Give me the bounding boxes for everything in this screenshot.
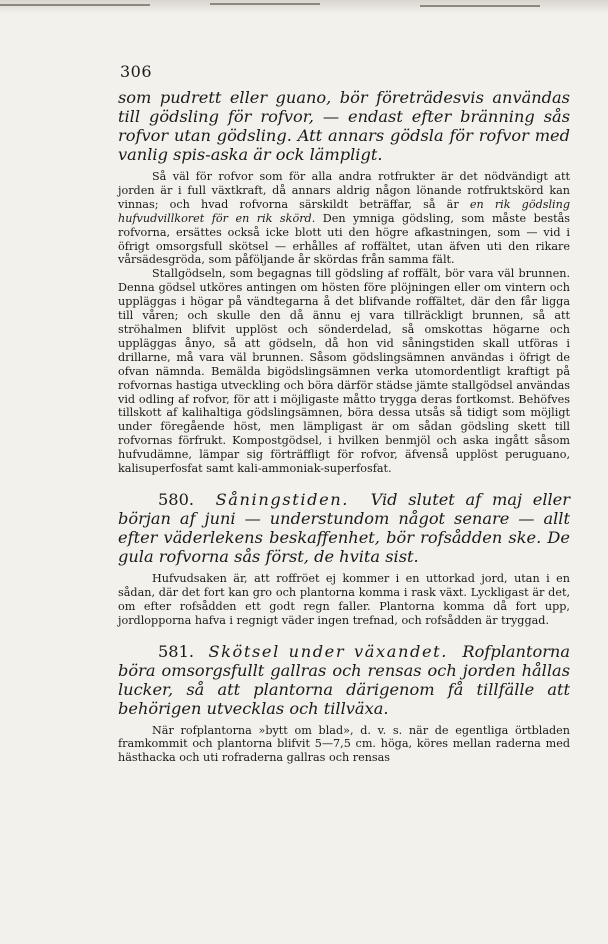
body-paragraph: Hufvudsaken är, att roffröet ej kommer i en uttorkad jord, utan i en sådan, där det fort kan gro och plantorna komma i rask växt. Lyckligast är det, om efter rofsådden ett godt regn faller. Plantorna komma då fort upp, jordlopporna hafva i regnigt väder ingen trefnad, och rofsådden är tryggad. <box>118 571 570 627</box>
section-number: 580. <box>158 489 195 509</box>
scan-artifact <box>420 5 540 7</box>
emphasized-text: en rik gödsling hufvudvillkoret för en rik skörd. <box>118 197 570 225</box>
page-number: 306 <box>120 62 153 81</box>
paragraph-text: Så väl för rofvor som för alla andra rotfrukter är det nödvändigt att jorden är i full växtkraft, då annars aldrig någon lönande rotfruktskörd kan vinnas; och hvad rofvorna särskildt beträffar, så är <box>118 170 570 211</box>
section-title: Såningstiden. <box>215 489 350 509</box>
section-summary: Rofplantorna böra omsorgsfullt gallras och rensas och jorden hållas lucker, så att plantorna därigenom få tillfälle att behörigen utvecklas och tillväxa. <box>118 641 571 718</box>
body-paragraph: När rofplantorna »bytt om blad», d. v. s. när de egentliga örtbladen framkommit och plantorna blifvit 5—7,5 cm. höga, köres mellan raderna med hästhacka och uti rofraderna gallras och rensas <box>118 723 570 765</box>
body-paragraph: Stallgödseln, som begagnas till gödsling af roffält, bör vara väl brunnen. Denna gödsel utköres antingen om hösten före plöjningen eller om vintern och uppläggas i högar på vändtegarna å det blifvande roffältet, där den får ligga till våren; och skulle den då ännu ej vara tillräckligt brunnen, så att ströhalmen blifvit upplöst och sönderdelad, så omskottas högarne och uppläggas ånyo, så att gödseln, då hon vid såningstiden skall utföras i drillarne, må vara väl brunnen. Såsom gödslingsämnen användas i öfrigt de ofvan nämnda. Bemälda bigödslingsämnen verka utomordentligt kraftigt på rofvornas hastiga utveckling och böra därför städse jämte stallgödsel användas vid odling af rofvor, för att i möjligaste måtto trygga deras fortkomst. Behöfves tillskott af kalihaltiga gödslingsämnen, böra dessa utsås så tidigt som möjligt under föregående höst, men lämpligast är om sådan gödsling skett till rofvornas förfrukt. Kompostgödsel, i hvilken benmjöl och aska ingått såsom hufvudämne, lämpar sig förträffligt för rofvor, äfvenså upplöst peruguano, kalisuperfosfat samt kali-ammoniak-superfosfat. <box>118 267 570 476</box>
section-summary: Vid slutet af maj eller början af juni — understundom något senare — allt efter väderlekens beskaffenhet, bör rofsådden ske. De gula rofvorna sås först, de hvita sist. <box>118 489 571 566</box>
section-number: 581. <box>158 641 195 661</box>
lead-paragraph: som pudrett eller guano, bör företrädesvis användas till gödsling för rofvor, — endast efter bränning sås rofvor utan gödsling. Att annars gödsla för rofvor med vanlig spis-aska är ock lämpligt. <box>118 88 570 164</box>
body-paragraph <box>118 170 570 267</box>
section-heading-581 <box>118 642 570 718</box>
section-heading-580 <box>118 490 570 566</box>
section-title: Skötsel under växandet. <box>208 641 448 661</box>
scan-artifact <box>0 4 150 6</box>
paragraph-text: Den ymniga gödsling, som måste bestås rofvorna, ersättes också icke blott uti den högre afkastningen, som — vid i öfrigt omsorgsfull skötsel — erhålles af roffältet, utan äfven uti den rikare vårsädesgröda, som påföljande år skördas från samma fält. <box>118 211 570 267</box>
scan-artifact <box>210 3 320 5</box>
text-column <box>118 88 570 765</box>
